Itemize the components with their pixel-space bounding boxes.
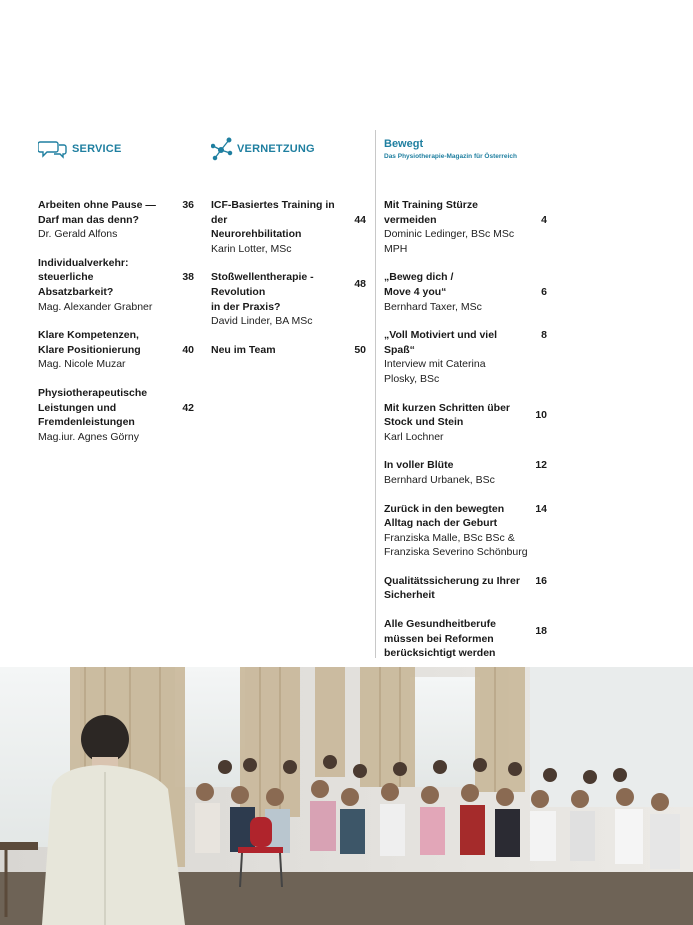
toc-entry[interactable]	[211, 343, 366, 358]
page-number: 50	[354, 343, 366, 356]
toc-entry[interactable]	[38, 328, 194, 372]
page-number: 36	[182, 199, 194, 211]
conference-audience-photo	[0, 667, 693, 925]
entry-author: Karl Lochner	[384, 430, 444, 443]
page-number: 48	[354, 278, 366, 291]
entry-title: „Beweg dich / Move 4 you“	[384, 271, 454, 298]
vernetzung-header	[211, 134, 366, 164]
entry-title: Individualverkehr: steuerliche Absatzbarkeit?	[38, 256, 129, 298]
toc-entry[interactable]	[38, 386, 194, 444]
entry-author: Dominic Ledinger, BSc MSc MPH	[384, 228, 515, 255]
chat-bubbles-icon	[38, 139, 68, 159]
entry-title: Arbeiten ohne Pause — Darf man das denn?	[38, 199, 156, 226]
page-number: 38	[182, 271, 194, 284]
section-title: SERVICE	[72, 143, 122, 155]
toc-entry[interactable]	[384, 270, 547, 314]
toc-entry[interactable]	[211, 270, 366, 328]
entry-title: Klare Kompetenzen, Klare Positionierung	[38, 329, 141, 356]
entry-title: Zurück in den bewegten Alltag nach der Geburt	[384, 502, 505, 530]
magazine-brand: Bewegt	[384, 138, 424, 150]
entry-title: In voller Blüte	[384, 459, 454, 472]
toc-entry[interactable]	[38, 198, 194, 242]
entry-title: Qualitätssicherung zu Ihrer Sicherheit	[384, 574, 520, 602]
section-vernetzung	[211, 130, 366, 356]
entry-author: Mag.iur. Agnes Görny	[38, 430, 139, 443]
vernetzung-entries	[211, 198, 366, 371]
page-number: 6	[541, 285, 547, 298]
entry-title: „Voll Motiviert und viel Spaß“	[384, 329, 497, 356]
page-number: 12	[535, 459, 547, 472]
toc-entry[interactable]	[384, 198, 547, 256]
section-title: VERNETZUNG	[237, 143, 315, 155]
entry-title: Mit Training Stürze vermeiden	[384, 199, 478, 226]
service-header	[38, 134, 194, 164]
conference-audience-photo-art	[0, 667, 693, 925]
page-number: 18	[535, 625, 547, 638]
page-number: 44	[354, 213, 366, 226]
page-number: 8	[541, 329, 547, 342]
toc-entry[interactable]	[384, 502, 547, 560]
entry-title: Physiotherapeutische Leistungen und Fremdenleistungen	[38, 386, 148, 429]
section-bewegt	[375, 130, 547, 658]
entry-author: Bernhard Urbanek, BSc	[384, 473, 495, 486]
page-number: 40	[182, 343, 194, 356]
network-icon	[211, 137, 233, 161]
entry-title: Mit kurzen Schritten über Stock und Stein	[384, 401, 511, 429]
entry-title: Stoßwellentherapie - Revolution in der Praxis?	[211, 271, 314, 313]
entry-title: Neu im Team	[211, 343, 276, 356]
toc-entry[interactable]	[384, 328, 547, 386]
toc-entry[interactable]	[384, 617, 547, 661]
entry-author: David Linder, BA MSc	[211, 315, 313, 328]
page-number: 10	[535, 408, 547, 421]
entry-author: Karin Lotter, MSc	[211, 242, 292, 255]
entry-title: ICF-Basiertes Training in der Neurorehbilitation	[211, 199, 335, 241]
section-service	[38, 130, 194, 443]
entry-author: Bernhard Taxer, MSc	[384, 300, 482, 313]
entry-author: Mag. Nicole Muzar	[38, 358, 126, 371]
entry-author: Dr. Gerald Alfons	[38, 228, 118, 241]
entry-author: Franziska Malle, BSc BSc & Franziska Severino Schönburg	[384, 531, 528, 559]
page-number: 14	[535, 502, 547, 515]
entry-title: Alle Gesundheitberufe müssen bei Reformen berücksichtigt werden	[384, 618, 497, 660]
page-number: 16	[535, 574, 547, 587]
entry-author: Interview mit Caterina Plosky, BSc	[384, 358, 486, 385]
page-number: 42	[182, 401, 194, 414]
page-number: 4	[541, 213, 547, 226]
magazine-subtitle: Das Physiotherapie-Magazin für Österreich	[384, 153, 517, 160]
bewegt-entries	[384, 198, 547, 675]
service-entries	[38, 198, 194, 458]
toc-entry[interactable]	[211, 198, 366, 256]
toc-entry[interactable]	[38, 256, 194, 314]
toc-entry[interactable]	[384, 458, 547, 487]
bewegt-header	[384, 130, 547, 164]
toc-entry[interactable]	[384, 574, 547, 603]
toc-entry[interactable]	[384, 401, 547, 445]
entry-author: Mag. Alexander Grabner	[38, 300, 153, 313]
